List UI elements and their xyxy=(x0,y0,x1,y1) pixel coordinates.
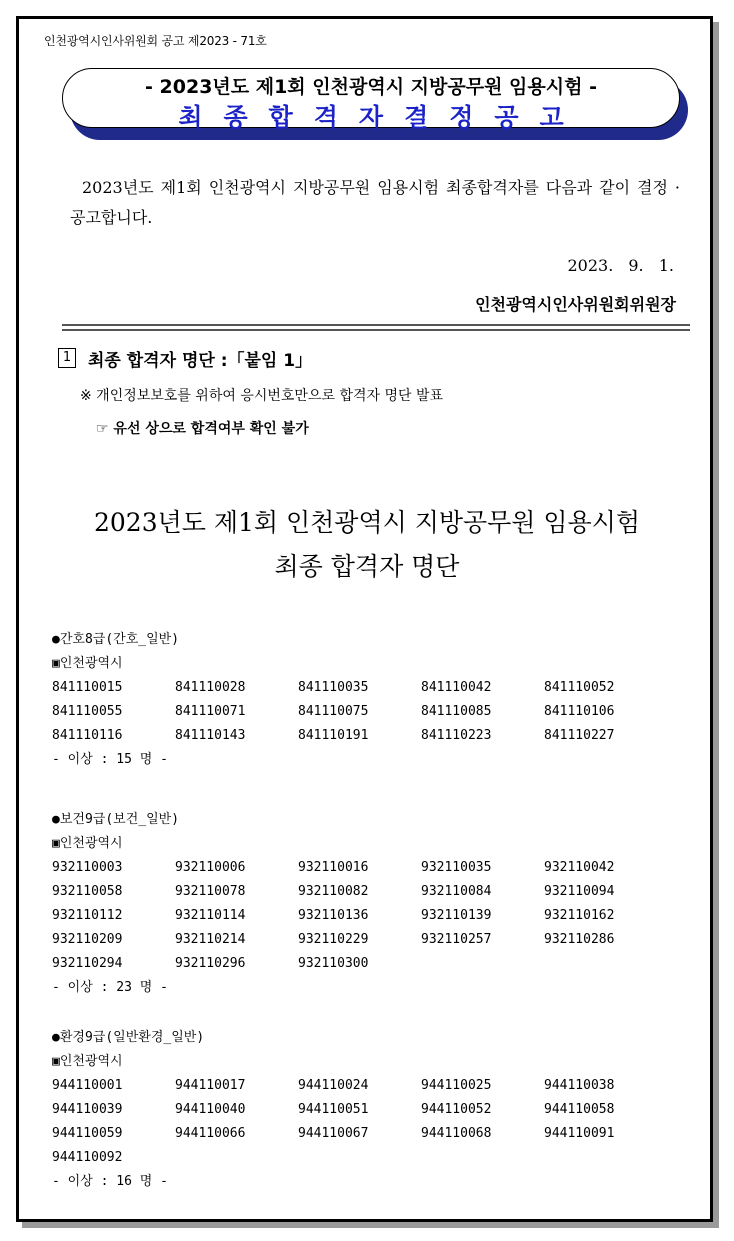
privacy-note: ※ 개인정보보호를 위하여 응시번호만으로 합격자 명단 발표 xyxy=(80,388,444,404)
banner-subtitle: - 2023년도 제1회 인천광역시 지방공무원 임용시험 - xyxy=(145,76,597,98)
list-title: 2023년도 제1회 인천광역시 지방공무원 임용시험 xyxy=(93,508,641,537)
exam-section xyxy=(52,808,667,1000)
intro-paragraph: 2023년도 제1회 인천광역시 지방공무원 임용시험 최종합격자를 다음과 같이 결정 · 공고합니다. xyxy=(70,178,680,227)
exam-number: 944110092 xyxy=(52,1150,123,1165)
exam-number: 841110015 xyxy=(52,680,123,695)
phone-inquiry-note: ☞ 유선 상으로 합격여부 확인 불가 xyxy=(96,421,309,437)
exam-number: 932110300 xyxy=(298,956,369,971)
number-row xyxy=(52,1074,667,1098)
exam-number: 944110040 xyxy=(175,1102,246,1117)
divider-line xyxy=(62,329,690,331)
exam-number: 932110114 xyxy=(175,908,246,923)
exam-number: 932110082 xyxy=(298,884,369,899)
exam-number: 944110051 xyxy=(298,1102,369,1117)
notice-number: 인천광역시인사위원회 공고 제2023 - 71호 xyxy=(44,34,267,48)
number-row xyxy=(52,856,667,880)
number-row xyxy=(52,952,667,976)
exam-number: 841110035 xyxy=(298,680,369,695)
exam-section xyxy=(52,628,667,772)
notice-date: 2023. 9. 1. xyxy=(567,256,674,275)
number-row xyxy=(52,904,667,928)
divider-line xyxy=(62,324,690,326)
item-heading: 최종 합격자 명단 :「붙임 1」 xyxy=(88,351,313,371)
exam-number: 944110058 xyxy=(544,1102,615,1117)
exam-number: 932110112 xyxy=(52,908,123,923)
exam-number: 944110059 xyxy=(52,1126,123,1141)
exam-number: 932110042 xyxy=(544,860,615,875)
number-row xyxy=(52,676,667,700)
exam-number: 932110214 xyxy=(175,932,246,947)
exam-number: 932110139 xyxy=(421,908,492,923)
exam-number: 932110084 xyxy=(421,884,492,899)
number-row xyxy=(52,1098,667,1122)
region-label: ▣인천광역시 xyxy=(52,836,123,851)
exam-number: 944110025 xyxy=(421,1078,492,1093)
exam-number: 932110162 xyxy=(544,908,615,923)
exam-number: 932110003 xyxy=(52,860,123,875)
exam-category: ●보건9급(보건_일반) xyxy=(52,812,180,827)
number-row xyxy=(52,1122,667,1146)
exam-category: ●간호8급(간호_일반) xyxy=(52,632,180,647)
region-label: ▣인천광역시 xyxy=(52,1054,123,1069)
exam-number: 944110001 xyxy=(52,1078,123,1093)
exam-number: 932110136 xyxy=(298,908,369,923)
exam-number: 944110038 xyxy=(544,1078,615,1093)
exam-number: 944110017 xyxy=(175,1078,246,1093)
exam-number: 841110028 xyxy=(175,680,246,695)
exam-category: ●환경9급(일반환경_일반) xyxy=(52,1030,205,1045)
exam-number: 944110066 xyxy=(175,1126,246,1141)
number-row xyxy=(52,880,667,904)
region-label: ▣인천광역시 xyxy=(52,656,123,671)
exam-number: 841110052 xyxy=(544,680,615,695)
exam-number: 944110039 xyxy=(52,1102,123,1117)
exam-number: 932110294 xyxy=(52,956,123,971)
number-row xyxy=(52,1146,667,1170)
exam-number: 932110209 xyxy=(52,932,123,947)
exam-number: 841110223 xyxy=(421,728,492,743)
exam-number: 841110191 xyxy=(298,728,369,743)
exam-section xyxy=(52,1026,667,1194)
exam-number: 932110229 xyxy=(298,932,369,947)
exam-number: 932110058 xyxy=(52,884,123,899)
exam-number: 932110078 xyxy=(175,884,246,899)
banner-title: 최종합격자결정공고 xyxy=(178,103,585,132)
exam-number: 932110006 xyxy=(175,860,246,875)
section-total: - 이상 : 23 명 - xyxy=(52,980,168,995)
exam-number: 841110106 xyxy=(544,704,615,719)
exam-number: 944110068 xyxy=(421,1126,492,1141)
exam-number: 932110035 xyxy=(421,860,492,875)
exam-number: 841110143 xyxy=(175,728,246,743)
number-row xyxy=(52,724,667,748)
section-total: - 이상 : 15 명 - xyxy=(52,752,168,767)
exam-number: 841110075 xyxy=(298,704,369,719)
number-row xyxy=(52,700,667,724)
exam-number: 932110016 xyxy=(298,860,369,875)
exam-number: 841110071 xyxy=(175,704,246,719)
exam-number: 932110296 xyxy=(175,956,246,971)
list-subtitle: 최종 합격자 명단 xyxy=(274,552,460,581)
item-number-box: 1 xyxy=(58,348,76,368)
number-row xyxy=(52,928,667,952)
exam-number: 841110055 xyxy=(52,704,123,719)
exam-number: 841110227 xyxy=(544,728,615,743)
exam-number: 944110024 xyxy=(298,1078,369,1093)
exam-number: 841110085 xyxy=(421,704,492,719)
exam-number: 932110286 xyxy=(544,932,615,947)
section-total: - 이상 : 16 명 - xyxy=(52,1174,168,1189)
exam-number: 841110116 xyxy=(52,728,123,743)
exam-number: 944110067 xyxy=(298,1126,369,1141)
signer: 인천광역시인사위원회위원장 xyxy=(475,295,676,314)
exam-number: 841110042 xyxy=(421,680,492,695)
exam-number: 944110091 xyxy=(544,1126,615,1141)
exam-number: 932110257 xyxy=(421,932,492,947)
exam-number: 932110094 xyxy=(544,884,615,899)
exam-number: 944110052 xyxy=(421,1102,492,1117)
